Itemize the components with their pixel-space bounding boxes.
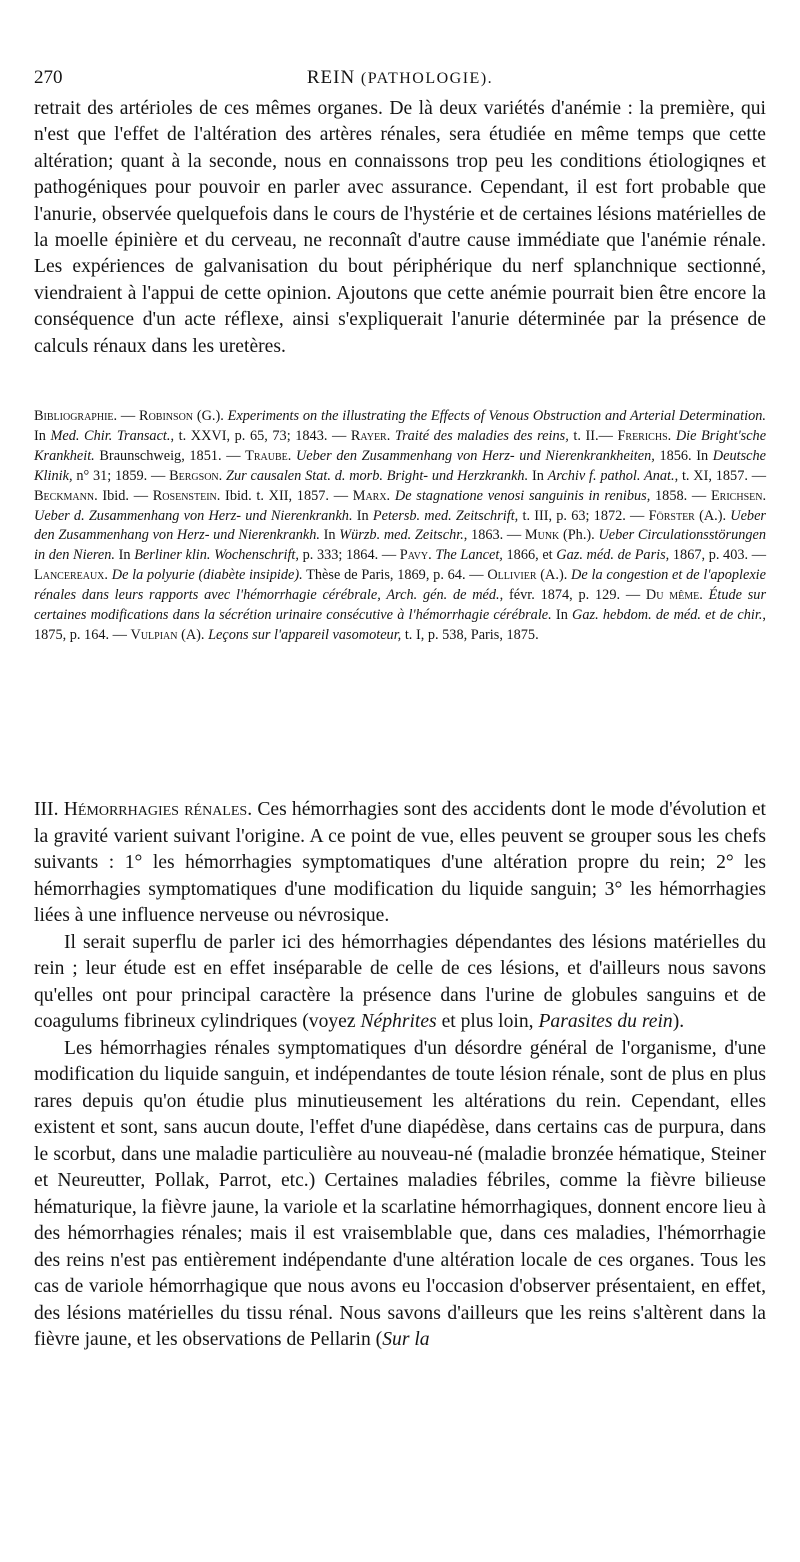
bibliography-label: Bibliographie. xyxy=(34,408,118,424)
bib-sep: In xyxy=(319,527,340,544)
running-title xyxy=(34,66,766,91)
bib-sep: (Ph.). xyxy=(559,527,599,544)
bib-author: Förster xyxy=(648,507,695,524)
bib-sep: Ibid. t. XII, 1857. — xyxy=(220,487,353,504)
bib-sep: p. 333; 1864. — xyxy=(298,547,400,564)
bib-title: Petersb. med. Zeitschrift, xyxy=(372,507,519,524)
paragraph-text: retrait des artérioles de ces mêmes organes. De là deux variétés d'anémie : la première, qui n'est que l'effet de l'altération des artères rénales, sera étudiée en même temps que cette altération; quant à la seconde, nous en connaissons trop peu les conditions étiologiqnes et pathogéniques pour pouvoir en parler avec assurance. Cependant, il est fort probable que l'anurie, observée quelquefois dans le cours de l'hystérie et de certaines lésions matérielles de la moelle épinière et du cerveau, ne reconnaît d'autre cause immédiate que l'anémie rénale. Les expériences de galvanisation du bout périphérique du nerf splanchnique sectionné, viendraient à l'appui de cette opinion. Ajoutons que cette anémie pourrait bien être encore la conséquence d'un acte réflexe, ainsi s'expliquerait l'anurie déterminée par la présence de calculs rénaux dans les uretères. xyxy=(34,98,766,357)
bib-title: Berliner klin. Wochenschrift, xyxy=(134,547,299,564)
bib-title: Leçons sur l'appareil vasomoteur, xyxy=(208,626,402,643)
bib-sep: In xyxy=(34,427,51,444)
section-number: III. xyxy=(34,799,59,820)
bib-sep: , 1875, p. 164. — xyxy=(34,607,766,643)
bib-sep: Braunschweig, 1851. — xyxy=(94,447,246,464)
section-paragraph xyxy=(34,797,766,930)
bib-sep: n° 31; 1859. — xyxy=(72,467,170,484)
bib-author: Rayer. xyxy=(350,427,391,444)
reference-title: Sur la xyxy=(382,1329,430,1350)
bib-author: Vulpian xyxy=(130,626,178,643)
bib-author: Erichsen. xyxy=(710,487,767,504)
bib-title: Traité des maladies des reins, xyxy=(394,427,569,444)
bib-title: Die Bright'sche Krankheit. xyxy=(34,427,767,464)
bib-sep: In xyxy=(528,467,548,484)
bib-sep: t. II.— xyxy=(568,427,618,444)
bib-title: Experiments on the illustrating the Effects of Venous Obstruction and Arterial Determination. xyxy=(227,408,766,424)
bib-author: Beckmann. xyxy=(34,487,98,504)
bib-author: Munk xyxy=(524,527,560,544)
bib-sep: Thèse de Paris, 1869, p. 64. — xyxy=(302,567,488,584)
bib-sep: 1856. In xyxy=(654,447,713,464)
bibliography xyxy=(34,407,766,646)
bib-sep: (A.). xyxy=(694,507,731,524)
bib-title: Ueber den Zusammenhang von Herz- und Nierenkrankheiten, xyxy=(295,447,655,464)
section-paragraph-1: Ces hémorrhagies sont des accidents dont le mode d'évolution et la gravité varient suivant l'origine. A ce point de vue, elles peuvent se grouper sous les chefs suivants : 1° les hémorrhagies symptomatiques d'une altération propre du rein; 2° les hémorrhagies symptomatiques d'une modification du liquide sanguin; 3° les hémorrhagies liées à une influence nerveuse ou névrosique. xyxy=(34,799,766,926)
bib-author: Frerichs. xyxy=(617,427,672,444)
bib-sep: (A.). xyxy=(536,567,572,584)
bib-title: Gaz. hebdom. de méd. et de chir. xyxy=(572,607,763,624)
bib-sep: t. III, p. 63; 1872. — xyxy=(518,507,649,524)
paragraph-anemie xyxy=(34,96,766,360)
bib-title: Gaz. méd. de Paris, xyxy=(556,547,670,564)
bib-sep: , févr. 1874, p. 129. — xyxy=(499,587,646,604)
bib-title: De la polyurie (diabète insipide). xyxy=(111,567,303,584)
bib-title: The Lancet, xyxy=(435,547,503,564)
bib-sep: 1866, et xyxy=(502,547,557,564)
bib-title: Zur causalen Stat. d. morb. Bright- und Herzkrankh. xyxy=(226,467,529,484)
bib-sep: (G.). xyxy=(193,408,228,424)
paragraph-text: Les hémorrhagies rénales symptomatiques d'un désordre général de l'organisme, d'une modification du liquide sanguin, et indépendantes de toute lésion rénale, sont de plus en plus rares depuis qu'on étudie plus minutieusement les altérations du rein. Cependant, elles existent et sont, sans aucun doute, l'effet d'une diapédèse, dans certains cas de purpura, dans le scorbut, dans une maladie particulière au nouveau-né (maladie bronzée hématique, Steiner et Neureutter, Pollak, Parrot, etc.) Certaines maladies fébriles, comme la fièvre bilieuse hématurique, la fièvre jaune, la variole et la scarlatine hémorrhagiques, donnent encore lieu à des hémorrhagies rénales; mais il est vraisemblable que, dans ces maladies, l'hémorrhagie des reins n'est pas entièrement indépendante d'une altération locale de ces organes. Tous les cas de variole hémorrhagique que nous avons eu l'occasion d'observer présentaient, en effet, des lésions matérielles du tissu rénal. Nous savons d'ailleurs que les reins s'altèrent dans la fièvre jaune, et les observations de Pellarin ( xyxy=(34,1037,766,1350)
bib-author: Bergson. xyxy=(169,467,223,484)
bib-sep: In xyxy=(551,607,573,624)
section-paragraph xyxy=(34,1036,766,1354)
bib-author: Marx. xyxy=(352,487,391,504)
paragraph-text: ). xyxy=(672,1011,685,1032)
bib-title: Deutsche Klinik, xyxy=(34,447,766,484)
bib-sep: , t. XXVI, p. 65, 73; 1843. — xyxy=(170,427,351,444)
section-hemorrhagies xyxy=(34,797,766,1354)
bib-title: Archiv f. pathol. Anat. xyxy=(547,467,675,484)
section-title: Hémorrhagies rénales. xyxy=(63,799,253,820)
bib-title: Ueber Circulationsstörungen in den Nieren. xyxy=(34,527,767,564)
bib-title: Würzb. med. Zeitschr. xyxy=(339,527,464,544)
bib-title: Ueber den Zusammenhang von Herz- und Nierenkrankh. xyxy=(34,507,766,544)
bib-title: Med. Chir. Transact. xyxy=(50,427,171,444)
bib-title: Étude sur certaines modifications dans la sécrétion urinaire consécutive à l'hémorrhagie cérébrale. xyxy=(34,587,767,624)
bib-author: Du même. xyxy=(645,587,703,604)
cross-reference: Néphrites xyxy=(360,1011,437,1032)
bib-author: Rosenstein. xyxy=(152,487,221,504)
bib-title: De la congestion et de l'apoplexie rénales dans leurs rapports avec l'hémorrhagie cérébrale, Arch. gén. de méd. xyxy=(34,567,766,604)
page-number: 270 xyxy=(34,67,63,88)
bib-sep: 1858. — xyxy=(650,487,711,504)
bib-sep: (A). xyxy=(177,626,209,643)
bib-sep: , 1863. — xyxy=(463,527,525,544)
running-title-sub: (PATHOLOGIE). xyxy=(360,70,494,87)
bib-author: Ollivier xyxy=(487,567,537,584)
running-header xyxy=(34,66,766,90)
bib-title: Ueber d. Zusammenhang von Herz- und Nierenkrankh. xyxy=(34,507,353,524)
paragraph-text: Il serait superflu de parler ici des hémorrhagies dépendantes des lésions matérielles du rein ; leur étude est en effet inséparable de celle de ces lésions, et d'ailleurs nous savons qu'elles ont pour principal caractère la présence dans l'urine de globules sanguins et de coagulums fibrineux cylindriques (voyez xyxy=(34,931,766,1032)
cross-reference: Parasites du rein xyxy=(538,1011,673,1032)
bib-sep: t. I, p. 538, Paris, 1875. xyxy=(401,626,539,643)
running-title-main: REIN xyxy=(306,67,356,88)
bib-sep: Ibid. — xyxy=(97,487,153,504)
bib-author: Pavy. xyxy=(399,547,432,564)
bib-author: Lancereaux. xyxy=(34,567,108,584)
bib-author: Robinson xyxy=(139,408,194,424)
bib-author: Traube. xyxy=(245,447,292,464)
bib-sep: In xyxy=(352,507,373,524)
bib-title: De stagnatione venosi sanguinis in renibus, xyxy=(394,487,651,504)
section-paragraph xyxy=(34,930,766,1036)
bibliography-text xyxy=(34,407,766,646)
bib-sep: , t. XI, 1857. — xyxy=(674,467,767,484)
bib-sep: — xyxy=(117,408,140,424)
bib-sep: 1867, p. 403. — xyxy=(669,547,767,564)
bib-sep: In xyxy=(115,547,135,564)
paragraph-text: et plus loin, xyxy=(436,1011,539,1032)
